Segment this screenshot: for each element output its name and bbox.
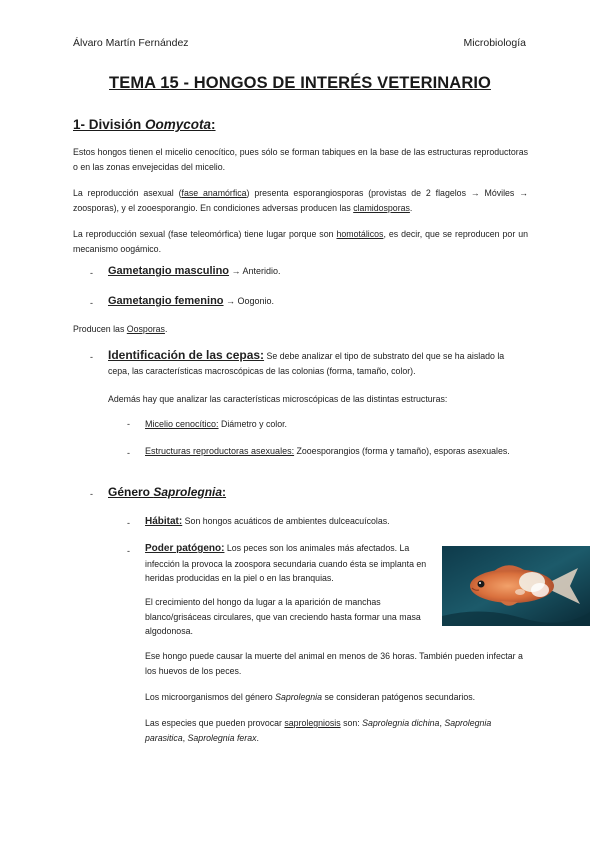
bullet-dash: - xyxy=(127,518,130,528)
saprolegniosis-link: saprolegniosis xyxy=(284,718,341,728)
micelio-item: Micelio cenocítico: Diámetro y color. xyxy=(145,419,287,429)
oosporas-line: Producen las Oosporas. xyxy=(73,324,168,334)
infected-fish-photo xyxy=(442,546,590,626)
identificacion-item: Identificación de las cepas: Se debe analizar el tipo de substrato del que se ha aislado la cepa, las características macroscópicas de las colonias (forma, tamaño, color). xyxy=(108,348,505,376)
poder-paragraph-2: El crecimiento del hongo da lugar a la aparición de manchas blanco/grisáceas circulares, que van creciendo hasta formar una masa algodonosa. xyxy=(145,597,421,636)
oosporas-link: Oosporas xyxy=(126,324,165,334)
bullet-dash: - xyxy=(127,419,130,429)
poder-paragraph-5: Las especies que pueden provocar saprolegniosis son: Saprolegnia dichina, Saprolegnia parasitica, Saprolegnia ferax. xyxy=(145,718,492,743)
page-title: TEMA 15 - HONGOS DE INTERÉS VETERINARIO xyxy=(109,74,491,92)
fase-anamorfica-link: fase anamórfica xyxy=(181,188,247,198)
bullet-dash: - xyxy=(90,268,93,278)
sexual-paragraph: La reproducción sexual (fase teleomórfica) tiene lugar porque son homotálicos, es decir, que se reproducen por un mecanismo oogámico. xyxy=(73,229,529,254)
bullet-dash: - xyxy=(127,448,130,458)
section-heading: 1- División Oomycota: xyxy=(73,117,216,132)
gametangio-femenino: Gametangio femenino → Oogonio. xyxy=(108,295,275,307)
habitat-item: Hábitat: Son hongos acuáticos de ambientes dulceacuícolas. xyxy=(145,516,390,527)
genero-heading: Género Saprolegnia: xyxy=(108,485,227,499)
bullet-dash: - xyxy=(90,489,93,499)
bullet-dash: - xyxy=(90,352,93,362)
identificacion-extra: Además hay que analizar las características microscópicas de las distintas estructuras: xyxy=(108,394,448,404)
homotalicos-link: homotálicos xyxy=(336,229,384,239)
poder-patogeno-item: Poder patógeno: Los peces son los animales más afectados. La infección la provoca la zoospora secundaria cuando ésta se implanta en heridas producidas en la piel o en las branquias. xyxy=(145,543,427,583)
bullet-dash: - xyxy=(90,298,93,308)
header-subject: Microbiología xyxy=(463,37,526,49)
asexual-paragraph: La reproducción asexual (fase anamórfica) presenta esporangiosporas (provistas de 2 flagelos → Móviles → zoosporas), y el zooesporangio. En condiciones adversas producen las clamidosporas. xyxy=(73,188,528,213)
header-author: Álvaro Martín Fernández xyxy=(73,37,189,49)
estructuras-item: Estructuras reproductoras asexuales: Zooesporangios (forma y tamaño), esporas asexuales. xyxy=(145,446,510,456)
poder-paragraph-4: Los microorganismos del género Saprolegnia se consideran patógenos secundarios. xyxy=(145,692,476,702)
bullet-dash: - xyxy=(127,546,130,556)
clamidosporas-link: clamidosporas xyxy=(353,202,410,213)
intro-paragraph: Estos hongos tienen el micelio cenocítico, pues sólo se forman tabiques en la base de las estructuras reproductoras o en las zonas envejecidas del micelio. xyxy=(73,147,528,172)
gametangio-masculino: Gametangio masculino → Anteridio. xyxy=(108,265,281,277)
poder-paragraph-3: Ese hongo puede causar la muerte del animal en menos de 36 horas. También pueden infectar a los huevos de los peces. xyxy=(145,651,523,676)
